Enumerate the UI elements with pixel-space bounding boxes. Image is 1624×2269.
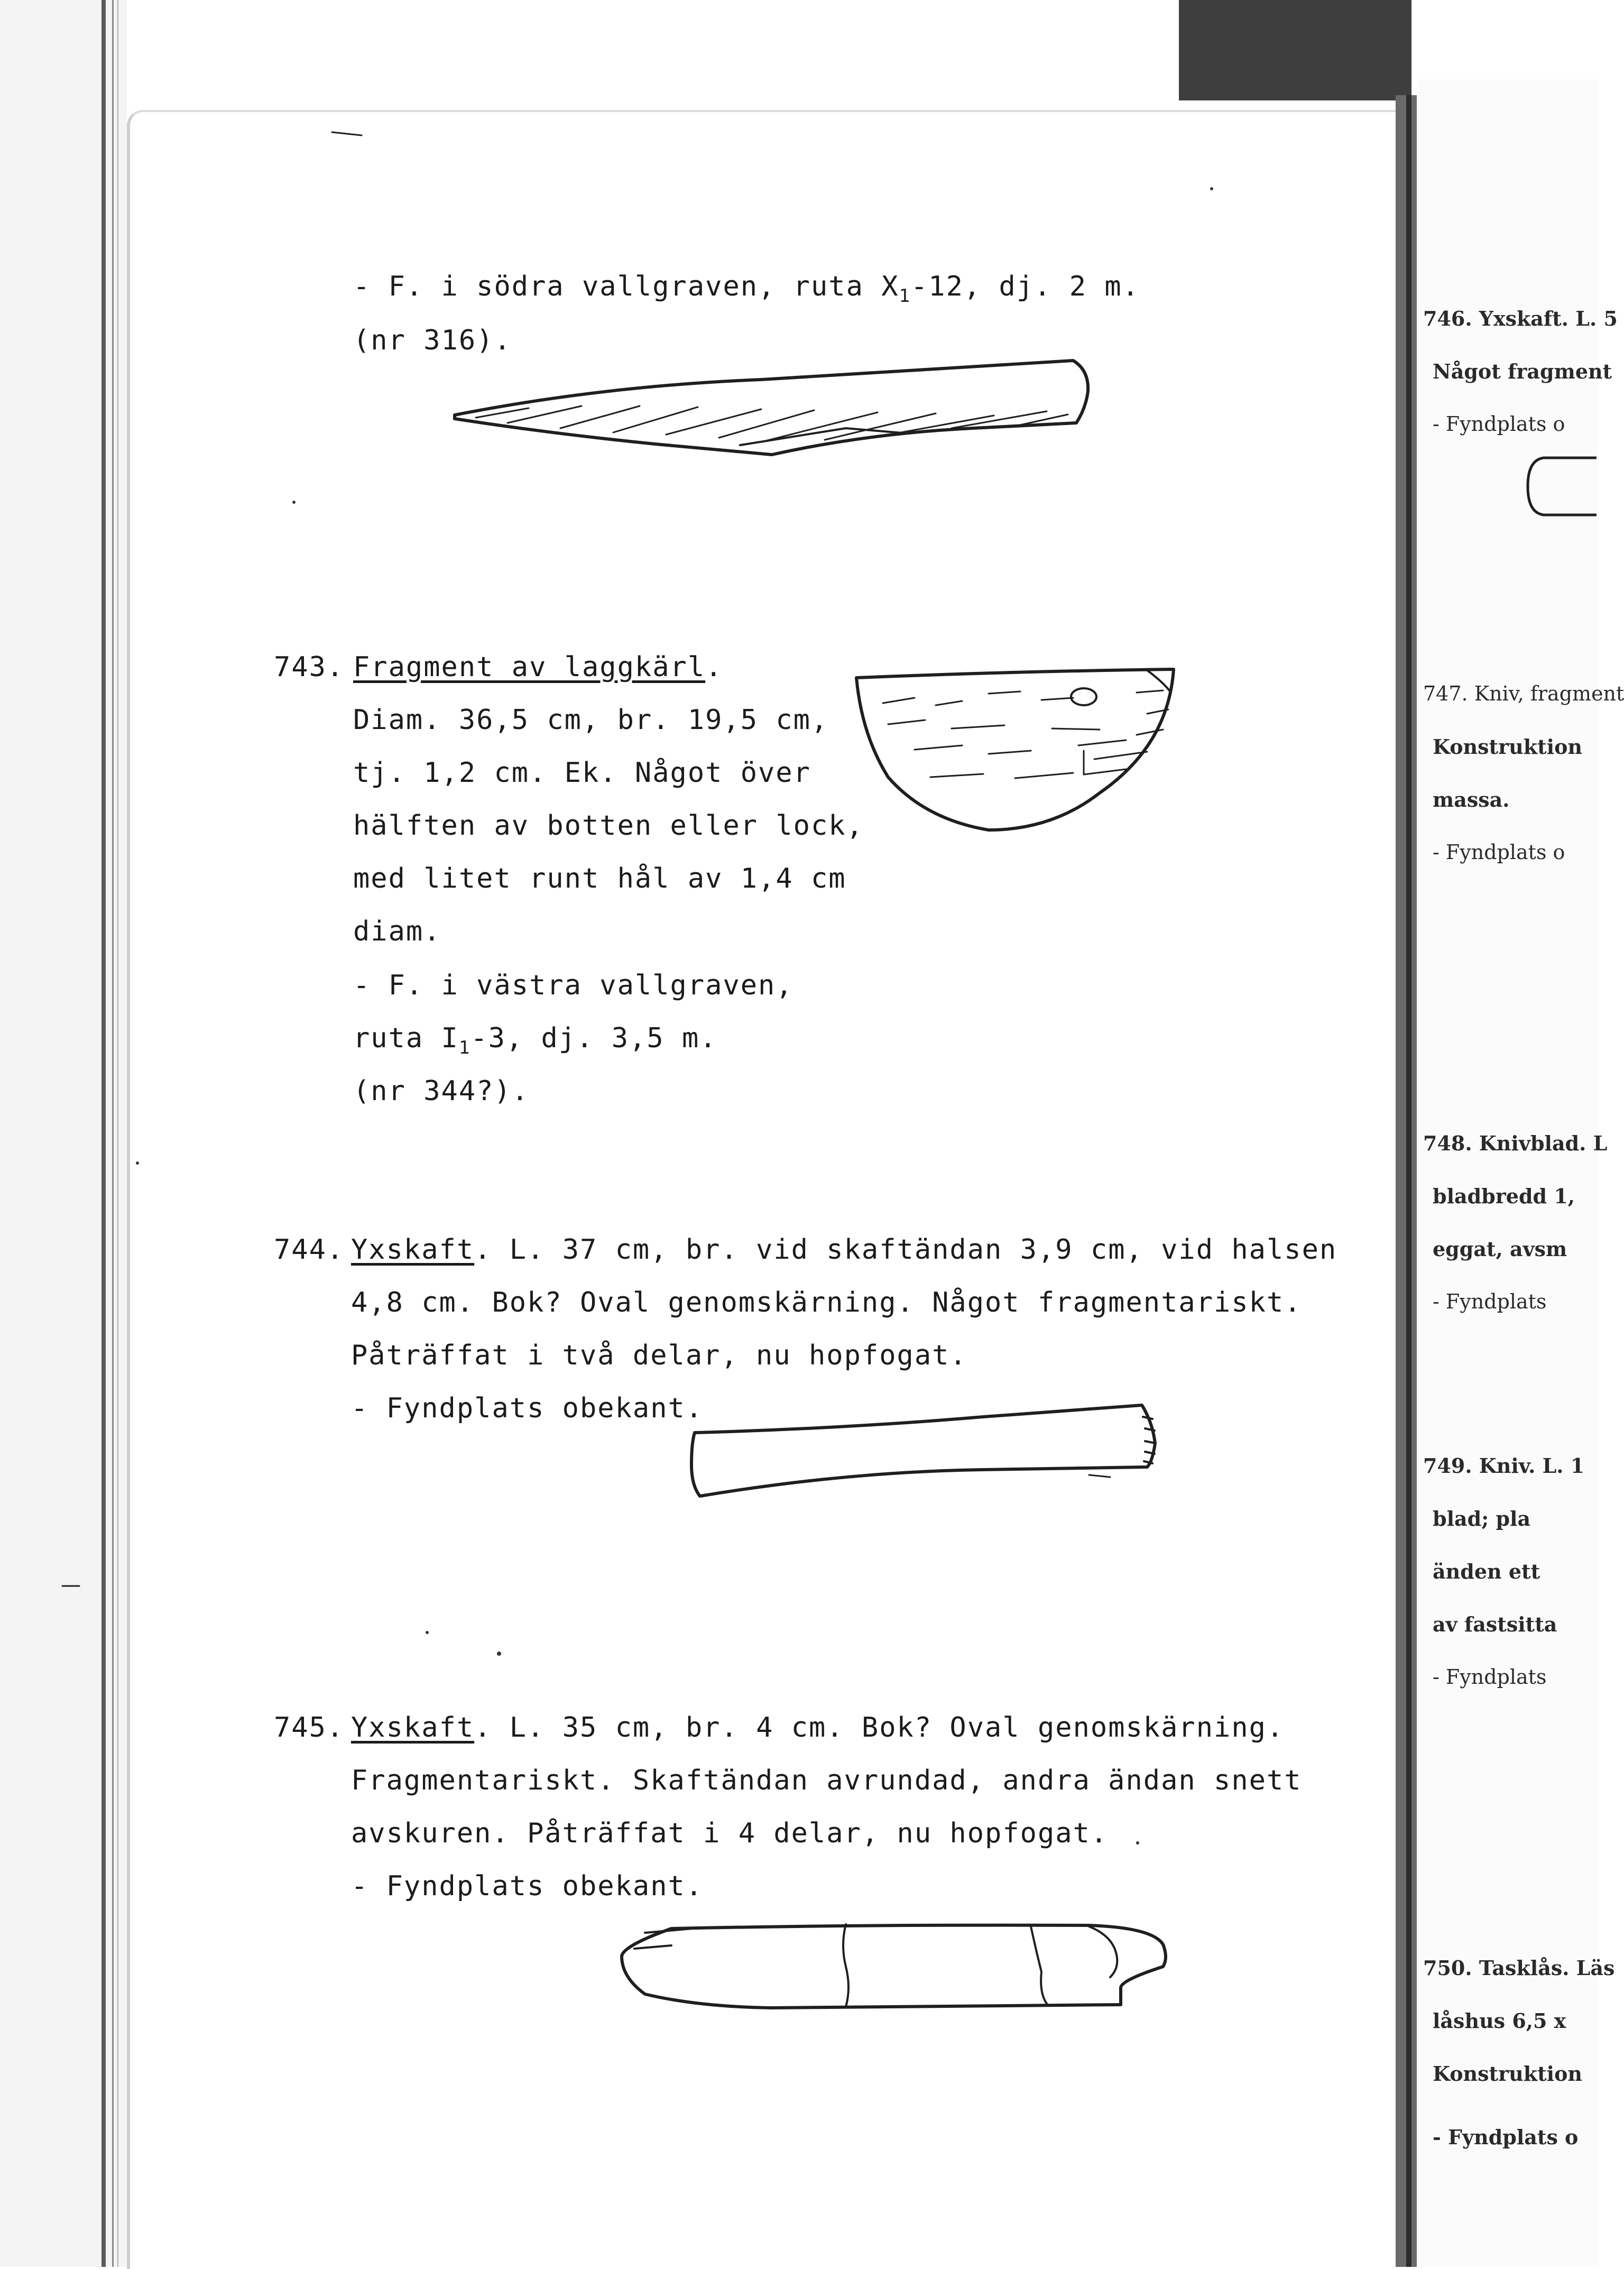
next-page-line: 749. Kniv. L. 1 [1423,1454,1585,1478]
next-page-line: - Fyndplats o [1433,412,1565,436]
entry-744-line: Påträffat i två delar, nu hopfogat. [351,1340,967,1371]
next-page-drawing-fragment [1522,449,1599,523]
entry-744-first-line: Yxskaft. L. 37 cm, br. vid skaftändan 3,9 cm, vid halsen [351,1234,1337,1266]
next-page-line: massa. [1433,788,1510,811]
entry-743-line: diam. [353,916,441,947]
entry-745-number: 745. [274,1712,345,1744]
entry-744-title: Yxskaft [351,1234,475,1266]
next-page-line: eggat, avsm [1433,1237,1567,1261]
next-page-line: - Fyndplats o [1433,2125,1579,2149]
next-page-line: Något fragment [1433,359,1612,383]
entry-745-title: Yxskaft [351,1712,475,1744]
entry-743-nr: (nr 344?). [353,1075,530,1107]
next-page-line: Konstruktion [1433,2062,1583,2086]
entry-745-first-line: Yxskaft. L. 35 cm, br. 4 cm. Bok? Oval genomskärning. [351,1712,1285,1744]
entry-745-line: Fragmentariskt. Skaftändan avrundad, andra ändan snett [351,1765,1302,1796]
entry-743-line: hälften av botten eller lock, [353,810,864,842]
entry-743-ruta-line: ruta $I_1-3$, dj. 3,5 m. [353,1022,717,1058]
entry-743-line: tj. 1,2 cm. Ek. Något över [353,757,811,789]
entry-743-title-line: Fragment av laggkärl. [353,651,723,683]
next-page-line: 748. Knivblad. L [1423,1131,1608,1155]
next-page-line: änden ett [1433,1560,1540,1583]
entry-744-find-line: - Fyndplats obekant. [351,1392,704,1424]
next-page-line: 746. Yxskaft. L. 5 [1423,307,1618,330]
next-page-line: - Fyndplats o [1433,841,1565,864]
next-page-line: 750. Tasklås. Läs [1423,1956,1615,1980]
entry-742-nr: (nr 316). [353,325,512,356]
entry-744-line: 4,8 cm. Bok? Oval genomskärning. Något fragmentariskt. [351,1287,1302,1318]
next-page-edge [1417,79,1624,2267]
entry-745-line: avskuren. Påträffat i 4 delar, nu hopfogat. [351,1818,1109,1849]
next-page-line: låshus 6,5 x [1433,2009,1566,2033]
entry-743-line: Diam. 36,5 cm, br. 19,5 cm, [353,704,829,736]
next-page-line: - Fyndplats [1433,1665,1547,1689]
next-page-line: - Fyndplats [1433,1290,1547,1313]
next-page-line: av fastsitta [1433,1612,1557,1636]
next-page-line: 747. Kniv, fragment [1423,682,1624,705]
next-page-line: Konstruktion [1433,735,1583,759]
entry-745-find-line: - Fyndplats obekant. [351,1870,704,1902]
next-page-line: blad; pla [1433,1507,1531,1530]
entry-744-number: 744. [274,1234,345,1266]
next-page-line: bladbredd 1, [1433,1184,1575,1208]
entry-743-line: med litet runt hål av 1,4 cm [353,863,846,894]
entry-743-number: 743. [274,651,345,683]
entry-743-title: Fragment av laggkärl [353,651,706,683]
entry-742-find-line: - F. i södra vallgraven, ruta $X_1-12$, dj. 2 m. [353,271,1140,307]
entry-743-find-line: - F. i västra vallgraven, [353,970,793,1001]
